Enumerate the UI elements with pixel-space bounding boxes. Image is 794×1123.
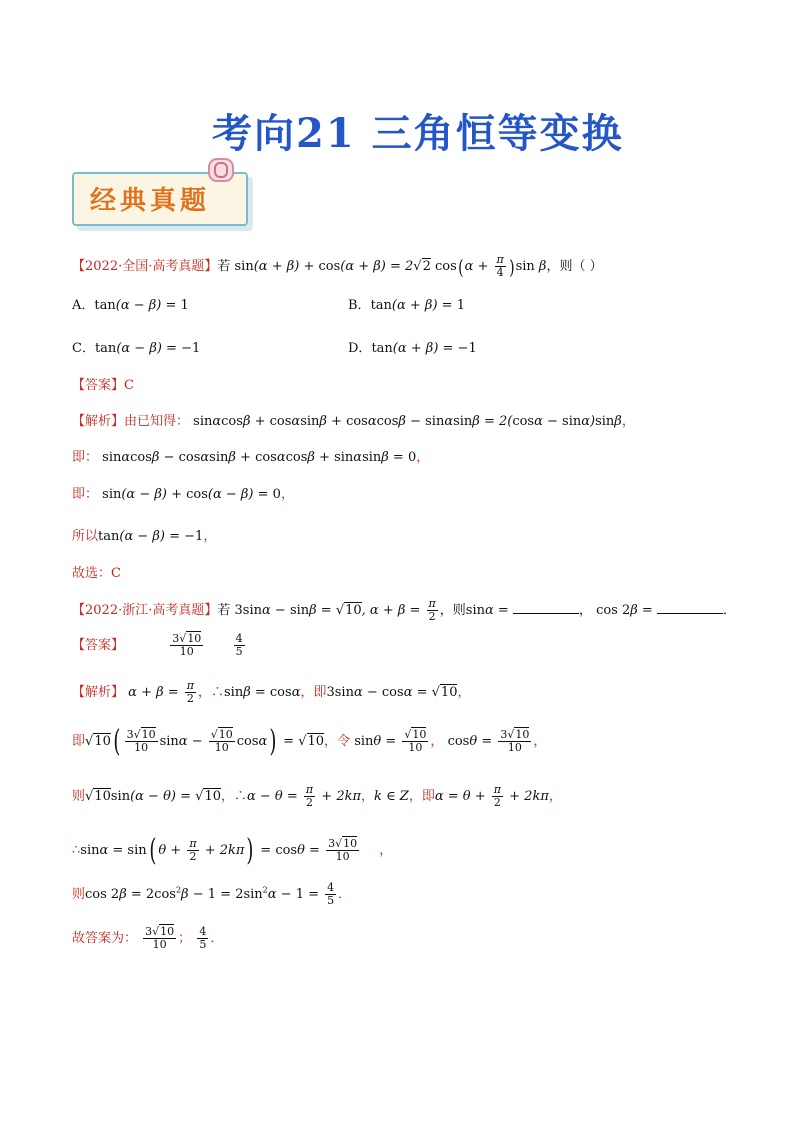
q2-final-answer: 故答案为： $\frac{3√10}{10}$ ； $\frac{4}{5}$ ． bbox=[72, 925, 224, 951]
q1-option-a: A．tan(α − β) = 1 bbox=[72, 298, 189, 313]
line2-prefix: 即： bbox=[72, 450, 99, 465]
q1-option-b: B．tan(α + β) = 1 bbox=[348, 298, 465, 313]
page-title: 考向21 三角恒等变换 bbox=[212, 110, 624, 157]
q1-analysis-line2: 即： sinαcosβ − cosαsinβ + cosαcosβ + sinαsinβ = 0， bbox=[72, 450, 430, 465]
q1-source-tag: 【2022·全国·高考真题】 bbox=[72, 259, 218, 274]
section-banner bbox=[72, 168, 250, 226]
q1-stem-suffix: ，则（ ） bbox=[546, 259, 603, 274]
q1-conclusion: 故选：C bbox=[72, 566, 121, 581]
q2-ze-2: 则 bbox=[72, 887, 86, 902]
paperclip-inner-icon bbox=[214, 162, 228, 178]
q1-stem-prefix: 若 bbox=[217, 259, 231, 274]
option-d-label: D． bbox=[348, 341, 372, 356]
q1-condition: sin(α + β) + cos(α + β) = 2√2 cos(α + $\frac{\pi}{4}$ )sin β bbox=[234, 253, 547, 279]
q2-let: 令 bbox=[337, 734, 351, 749]
q2-stem: 【2022·浙江·高考真题】若 3sinα − sinβ = √10, α + β = $\frac{\pi}{2}$ ，则sinα = ， cos 2β = ． bbox=[72, 597, 736, 623]
q1-analysis-line3: 即： sin(α − β) + cos(α − β) = 0， bbox=[72, 487, 294, 502]
q1-option-d: D．tan(α + β) = −1 bbox=[348, 341, 477, 356]
q2-analysis-label: 【解析】 bbox=[72, 685, 125, 700]
q1-option-c: C．tan(α − β) = −1 bbox=[72, 341, 201, 356]
analysis-intro: 由已知得： bbox=[124, 414, 190, 429]
q1-answer bbox=[72, 374, 134, 393]
final-prefix: 故答案为： bbox=[72, 931, 138, 946]
answer-value: C bbox=[124, 378, 134, 393]
q1-analysis-line1: 【解析】由已知得： sinαcosβ + cosαsinβ + cosαcosβ − sinαsinβ = 2(cosα − sinα)sinβ， bbox=[72, 414, 635, 429]
q2-stem-mid: ，则 bbox=[439, 603, 466, 618]
option-c-label: C． bbox=[72, 341, 95, 356]
q2-stem-prefix: 若 bbox=[217, 603, 231, 618]
q1-stem bbox=[72, 254, 603, 279]
q2-analysis-line3: 则√10sin(α − θ) = √10，∴α − θ = $\frac{\pi}{2}$ + 2kπ，k ∈ Z，即α = θ + $\frac{\pi}{2}$ + 2kπ， bbox=[72, 783, 562, 809]
q2-analysis-line5: 则$\cos 2\beta = 2\cos^2\beta - 1 = 2\sin^2\alpha - 1$ = $\frac{4}{5}$ ． bbox=[72, 881, 352, 907]
q2-analysis-line2: 即√10( $\frac{3√10}{10}$ sinα − $\frac{√10}{10}$ cosα) = √10，令 sinθ = $\frac{√10}{10}$ ， cosθ = $\frac{3√10}{10}$ ， bbox=[72, 724, 547, 759]
q2-ze-1: 则 bbox=[72, 789, 86, 804]
q2-analysis-line4: ∴sinα = sin( θ + $\frac{\pi}{2}$ + 2kπ) = cosθ = $\frac{3√10}{10}$ ， bbox=[72, 833, 393, 868]
blank-2 bbox=[657, 601, 723, 614]
q2-source-tag: 【2022·浙江·高考真题】 bbox=[72, 603, 218, 618]
line4-prefix: 所以 bbox=[72, 529, 99, 544]
line3-prefix: 即： bbox=[72, 487, 99, 502]
analysis-label: 【解析】 bbox=[72, 414, 125, 429]
option-a-label: A． bbox=[72, 298, 95, 313]
q2-answer-label: 【答案】 bbox=[72, 638, 125, 653]
answer-label: 【答案】 bbox=[72, 378, 125, 393]
q2-ji-1: 即 bbox=[72, 734, 86, 749]
q2-analysis-line1: 【解析】 α + β = $\frac{\pi}{2}$ ，∴sinβ = cosα，即3sinα − cosα = √10， bbox=[72, 679, 471, 705]
option-b-label: B． bbox=[348, 298, 371, 313]
q1-analysis-line4: 所以tan(α − β) = −1， bbox=[72, 529, 217, 544]
blank-1 bbox=[513, 601, 579, 614]
q2-answer: 【答案】 $\frac{3√10}{10}$ $\frac{4}{5}$ bbox=[72, 632, 243, 658]
banner-label: 经典真题 bbox=[90, 186, 211, 216]
